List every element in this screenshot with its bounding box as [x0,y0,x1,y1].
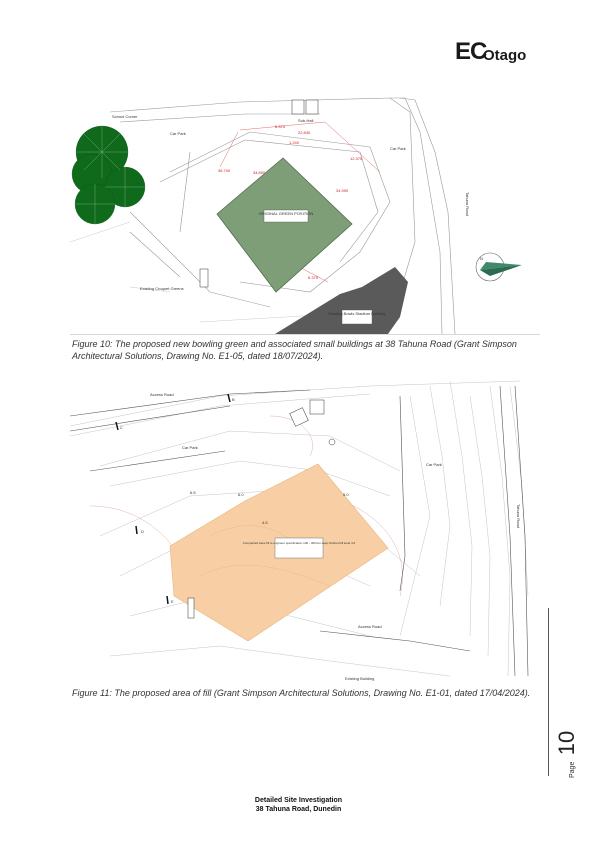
fig10-car-park-right: Car Park [390,146,406,151]
fig11-marker-c: C [120,425,123,430]
fig11-marker-d: D [141,529,144,534]
fig10-car-park-left: Car Park [170,131,186,136]
existing-bowls-label: Existing Bowls Stadium Building [328,311,386,316]
svg-text:12.375: 12.375 [350,156,363,161]
svg-text:N: N [480,256,483,261]
existing-bowls-building [275,267,408,334]
svg-text:Sub-Hall: Sub-Hall [298,118,314,123]
svg-text:36.700: 36.700 [218,168,231,173]
fig11-existing-building: Existing Building [345,676,375,681]
page-word: Page [569,761,576,778]
figure-10-site-plan [70,92,530,334]
svg-text:34.800: 34.800 [253,170,266,175]
ecotago-logo [455,40,535,66]
figure-10-divider [70,334,540,335]
fig11-car-park-left: Car Park [182,445,198,450]
bowling-green-area [217,158,352,292]
footer-address: 38 Tahuna Road, Dunedin [255,806,342,813]
north-arrow-icon [476,253,522,281]
svg-text:1.240: 1.240 [289,140,300,145]
fig11-level-a: 6.5 [190,490,196,495]
fig11-access-road-top: Access Road [150,392,174,397]
fig10-school-corner: School Corner [112,114,138,119]
figure-11-caption: Figure 11: The proposed area of fill (Grant Simpson Architectural Solutions, Drawing No. E1-01, dated 17/04/2024). [72,688,531,698]
page-number [554,731,580,778]
page-number-rule [548,608,549,776]
svg-text:34.990: 34.990 [336,188,349,193]
logo-ec-text: EC [455,38,487,65]
svg-text:6.375: 6.375 [308,275,319,280]
fig11-tahuna-road: Tahuna Road [516,504,521,528]
green-label-line1: ORIGINAL GREEN POSITION [258,211,314,216]
fig11-fill-note: Compacted base fill to engineer specification 100 - 300mm deep finished fill level 4.6 [242,541,356,545]
fig11-marker-b: B [232,397,235,402]
footer-title: Detailed Site Investigation [254,797,343,804]
svg-text:6.375: 6.375 [275,124,286,129]
svg-text:22.840: 22.840 [298,130,311,135]
fig11-level-c: 5.0 [343,492,349,497]
fig11-level-d: 4.5 [262,520,268,525]
logo-otago-text: Otago [483,47,527,64]
fig10-tahuna-road: Tahuna Road [465,192,470,216]
figure-10-caption: Figure 10: The proposed new bowling green and associated small buildings at 38 Tahuna Road (Grant Simpson Architectural Solutions, Drawing No. E1-05, dated 18/07/2024). [72,339,517,361]
fig10-existing-croquet: Existing Croquet Greens [140,286,184,291]
fig11-marker-e: E [171,599,174,604]
tree-cluster [72,126,145,224]
fig11-car-park-right: Car Park [426,462,442,467]
page-number-value: 10 [554,730,579,756]
fig11-access-road-bottom: Access Road [358,624,382,629]
fig11-level-b: 6.0 [238,492,244,497]
figure-11-fill-plan [70,376,530,682]
